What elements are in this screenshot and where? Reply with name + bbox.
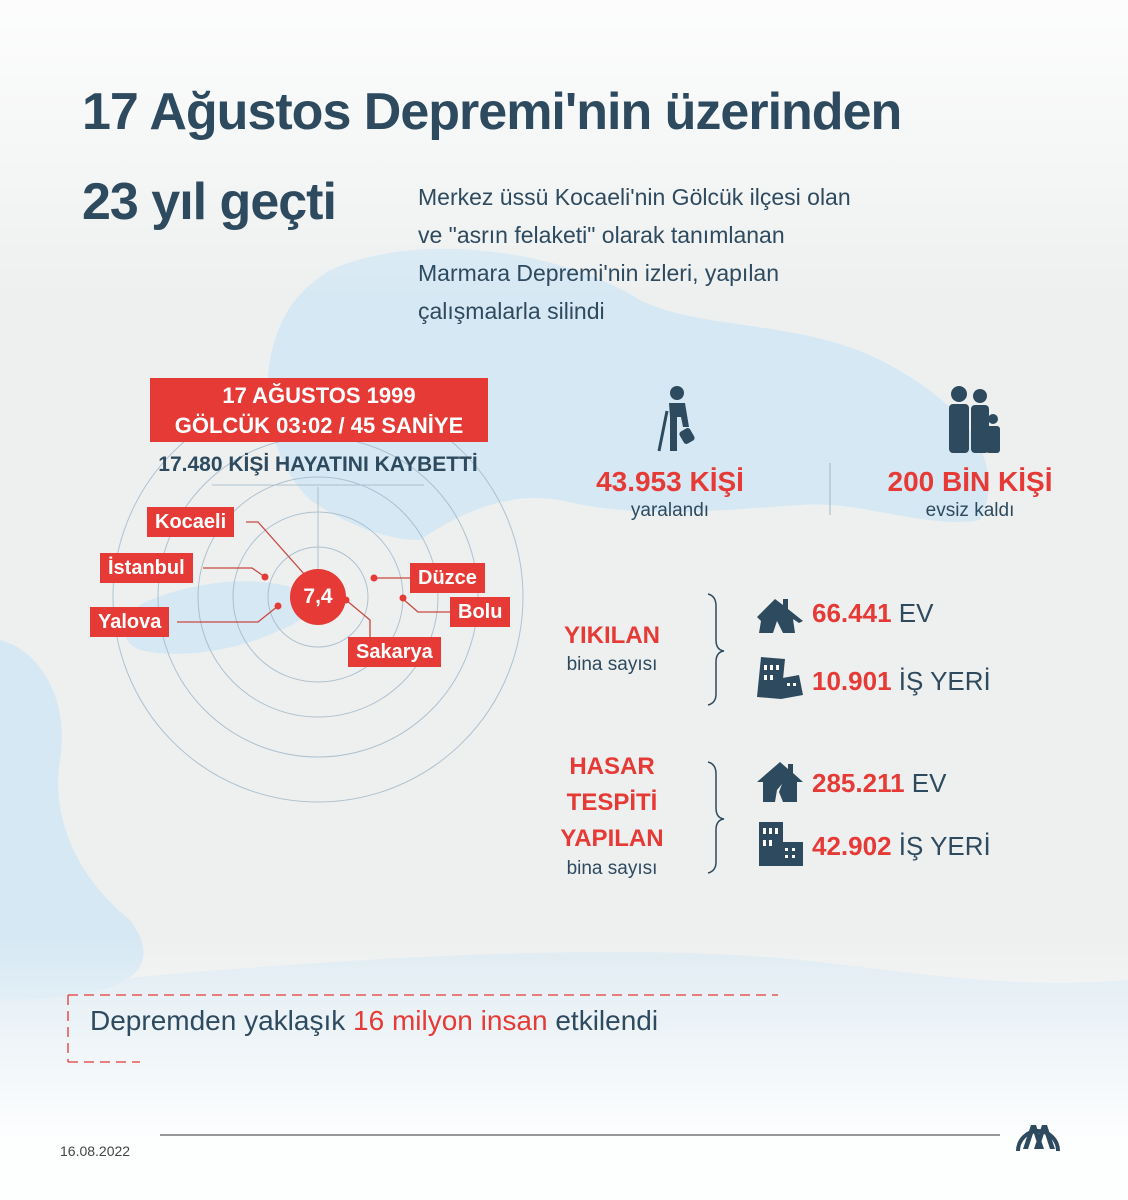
damaged-house-icon bbox=[757, 762, 803, 802]
event-box bbox=[150, 378, 488, 442]
homeless-label: evsiz kaldı bbox=[925, 500, 1015, 521]
province-label-bolu: Bolu bbox=[450, 597, 510, 627]
destroyed-workplace-row bbox=[812, 666, 991, 697]
destroyed-house-unit: EV bbox=[898, 598, 934, 628]
province-label-kocaeli: Kocaeli bbox=[147, 507, 234, 537]
damaged-house-row bbox=[812, 768, 946, 799]
homeless-value: 200 BİN KİŞİ bbox=[887, 466, 1053, 497]
damaged-workplace-row bbox=[812, 831, 991, 862]
aa-logo bbox=[1014, 1113, 1062, 1155]
footer-date: 16.08.2022 bbox=[60, 1143, 131, 1159]
family-icon bbox=[942, 385, 1004, 453]
page-title-line2: 23 yıl geçti bbox=[82, 173, 336, 231]
deaths-count: 17.480 KİŞİ HAYATINI KAYBETTİ bbox=[158, 453, 478, 476]
description-line: çalışmalarla silindi bbox=[418, 298, 605, 324]
injured-value: 43.953 KİŞİ bbox=[596, 466, 744, 497]
damaged-title bbox=[542, 749, 682, 857]
injured-label: yaralandı bbox=[630, 500, 710, 521]
page-title-line1: 17 Ağustos Depremi'nin üzerinden bbox=[82, 83, 902, 141]
damaged-title-line: HASAR bbox=[569, 753, 655, 780]
description bbox=[418, 178, 998, 330]
affected-post: etkilendi bbox=[547, 1005, 659, 1036]
destroyed-workplace-value: 10.901 bbox=[812, 666, 892, 696]
event-detail: GÖLCÜK 03:02 / 45 SANİYE bbox=[174, 413, 464, 438]
damaged-house-value: 285.211 bbox=[812, 768, 905, 798]
damaged-house-unit: EV bbox=[911, 768, 947, 798]
description-line: ve "asrın felaketi" olarak tanımlanan bbox=[418, 222, 785, 248]
destroyed-house-value: 66.441 bbox=[812, 598, 892, 628]
collapsed-house-icon bbox=[755, 595, 805, 635]
magnitude-badge: 7,4 bbox=[290, 569, 346, 625]
description-line: Marmara Depremi'nin izleri, yapılan bbox=[418, 260, 780, 286]
damaged-title-line: YAPILAN bbox=[560, 825, 664, 852]
province-label-sakarya: Sakarya bbox=[348, 637, 441, 667]
destroyed-workplace-unit: İŞ YERİ bbox=[898, 666, 991, 696]
damaged-title-line: TESPİTİ bbox=[566, 789, 658, 816]
affected-statement bbox=[90, 1005, 658, 1037]
damaged-workplace-unit: İŞ YERİ bbox=[898, 831, 991, 861]
affected-highlight: 16 milyon insan bbox=[353, 1005, 548, 1036]
destroyed-house-row bbox=[812, 598, 933, 629]
affected-pre: Depremden yaklaşık bbox=[90, 1005, 354, 1036]
event-date: 17 AĞUSTOS 1999 bbox=[222, 383, 416, 408]
damaged-subtitle: bina sayısı bbox=[566, 858, 658, 879]
province-label-istanbul: İstanbul bbox=[100, 553, 193, 583]
damaged-workplace-value: 42.902 bbox=[812, 831, 892, 861]
destroyed-subtitle: bina sayısı bbox=[566, 654, 658, 675]
collapsed-building-icon bbox=[755, 655, 803, 699]
injured-person-icon bbox=[655, 385, 703, 453]
province-label-duzce: Düzce bbox=[410, 563, 485, 593]
damaged-building-icon bbox=[757, 820, 803, 866]
destroyed-title: YIKILAN bbox=[564, 622, 660, 649]
description-line: Merkez üssü Kocaeli'nin Gölcük ilçesi olan bbox=[418, 184, 851, 210]
province-label-yalova: Yalova bbox=[90, 607, 169, 637]
